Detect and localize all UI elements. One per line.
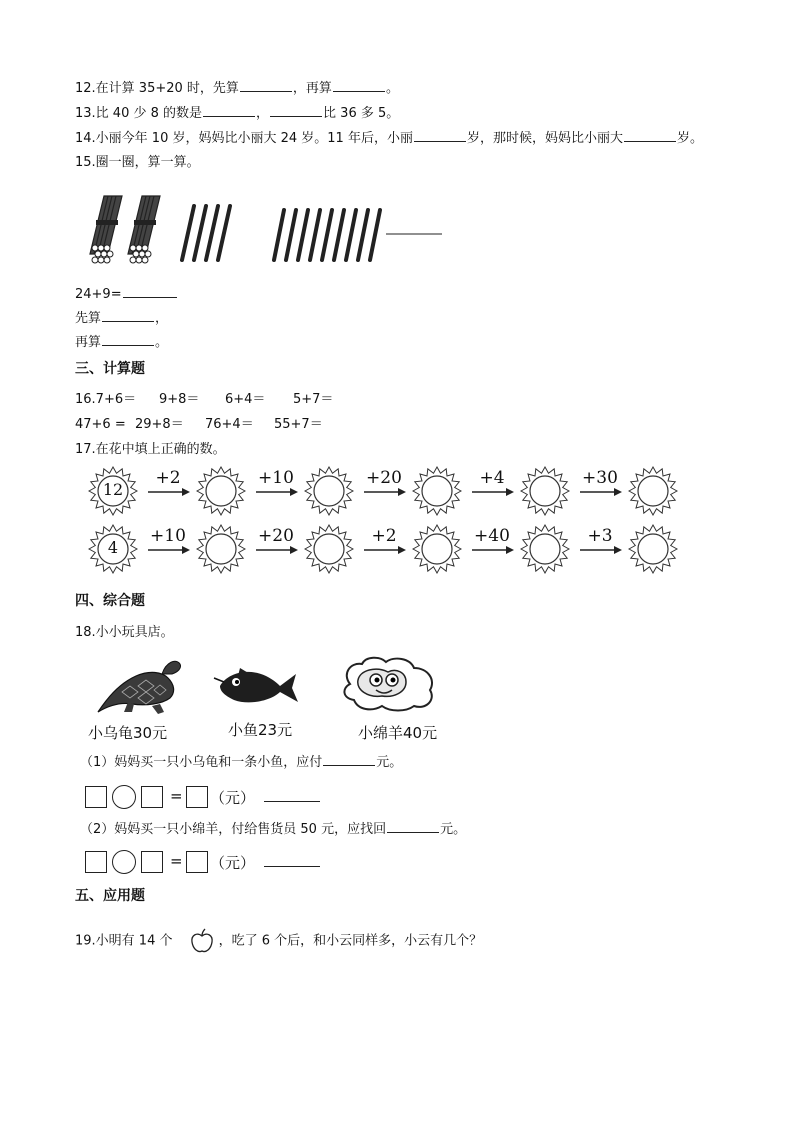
operation-label: +10 bbox=[150, 526, 186, 546]
answer-flower[interactable] bbox=[412, 466, 462, 516]
start-number: 12 bbox=[102, 480, 124, 499]
q16-row-2: 47+6 = 29+8＝ 76+4＝ 55+7＝ bbox=[75, 417, 323, 432]
operation-label: +4 bbox=[479, 468, 505, 488]
number-box[interactable] bbox=[141, 851, 163, 873]
answer-blank[interactable] bbox=[270, 104, 322, 117]
arrow-right-icon bbox=[472, 544, 514, 564]
result-box[interactable] bbox=[186, 851, 208, 873]
answer-blank[interactable] bbox=[387, 820, 439, 833]
arrow-right-icon bbox=[472, 486, 514, 506]
unit-label: （元） bbox=[210, 854, 256, 872]
answer-flower[interactable] bbox=[412, 524, 462, 574]
arrow-right-icon bbox=[364, 486, 406, 506]
sheep-toy-image bbox=[336, 654, 440, 714]
arrow-right-icon bbox=[256, 486, 298, 506]
answer-blank[interactable] bbox=[123, 285, 177, 298]
start-number: 4 bbox=[107, 538, 119, 557]
answer-blank[interactable] bbox=[102, 333, 154, 346]
answer-flower[interactable] bbox=[304, 466, 354, 516]
answer-blank[interactable] bbox=[203, 104, 255, 117]
answer-blank[interactable] bbox=[333, 79, 385, 92]
number-box[interactable] bbox=[85, 851, 107, 873]
single-sticks-9 bbox=[274, 210, 380, 260]
answer-flower[interactable] bbox=[304, 524, 354, 574]
operation-label: +2 bbox=[155, 468, 181, 488]
answer-blank[interactable] bbox=[240, 79, 292, 92]
q18-part-2: （2）妈妈买一只小绵羊，付给售货员 50 元，应找回 元。 bbox=[80, 822, 467, 837]
answer-blank[interactable] bbox=[323, 753, 375, 766]
operation-label: +2 bbox=[371, 526, 397, 546]
turtle-toy-image bbox=[92, 654, 182, 716]
equals-sign: = bbox=[170, 787, 183, 805]
answer-flower[interactable] bbox=[520, 466, 570, 516]
sheep-price-label: 小绵羊40元 bbox=[358, 724, 438, 742]
q15-first-step: 先算 ， bbox=[75, 311, 169, 326]
answer-line[interactable] bbox=[264, 866, 320, 867]
arrow-right-icon bbox=[364, 544, 406, 564]
arrow-right-icon bbox=[148, 486, 190, 506]
start-flower bbox=[88, 466, 138, 516]
start-flower bbox=[88, 524, 138, 574]
equals-sign: = bbox=[170, 852, 183, 870]
number-box[interactable] bbox=[85, 786, 107, 808]
q18-part-1: （1）妈妈买一只小乌龟和一条小鱼，应付 元。 bbox=[80, 755, 403, 770]
question-19: 19.小明有 14 个 ，吃了 6 个后，和小云同样多，小云有几个？ bbox=[75, 928, 482, 954]
question-15-title: 15.圈一圈，算一算。 bbox=[75, 155, 200, 170]
answer-blank[interactable] bbox=[414, 129, 466, 142]
apple-icon bbox=[189, 928, 215, 954]
fish-toy-image bbox=[210, 664, 300, 708]
section-5-heading: 五、应用题 bbox=[75, 888, 145, 904]
answer-flower[interactable] bbox=[520, 524, 570, 574]
answer-blank[interactable] bbox=[102, 309, 154, 322]
stick-bundle-1 bbox=[90, 196, 122, 263]
operator-circle[interactable] bbox=[112, 785, 136, 809]
question-14: 14.小丽今年 10 岁，妈妈比小丽大 24 岁。11 年后，小丽 岁，那时候，妈妈比小丽大 岁。 bbox=[75, 131, 703, 146]
arrow-right-icon bbox=[580, 486, 622, 506]
operation-label: +10 bbox=[258, 468, 294, 488]
section-4-heading: 四、综合题 bbox=[75, 593, 145, 609]
operation-label: +20 bbox=[258, 526, 294, 546]
section-3-heading: 三、计算题 bbox=[75, 361, 145, 377]
answer-flower[interactable] bbox=[628, 524, 678, 574]
operation-label: +20 bbox=[366, 468, 402, 488]
q15-then-step: 再算 。 bbox=[75, 335, 169, 350]
arrow-right-icon bbox=[148, 544, 190, 564]
answer-flower[interactable] bbox=[196, 466, 246, 516]
single-sticks-4 bbox=[182, 206, 230, 260]
operation-label: +3 bbox=[587, 526, 613, 546]
answer-line[interactable] bbox=[264, 801, 320, 802]
arrow-right-icon bbox=[580, 544, 622, 564]
q15-equation: 24+9= bbox=[75, 285, 178, 304]
question-18-title: 18.小小玩具店。 bbox=[75, 625, 174, 640]
question-12: 12.在计算 35+20 时，先算 ，再算 。 bbox=[75, 81, 399, 96]
question-17-title: 17.在花中填上正确的数。 bbox=[75, 442, 226, 457]
result-box[interactable] bbox=[186, 786, 208, 808]
answer-flower[interactable] bbox=[196, 524, 246, 574]
operator-circle[interactable] bbox=[112, 850, 136, 874]
question-13: 13.比 40 少 8 的数是 ， 比 36 多 5。 bbox=[75, 106, 400, 121]
operation-label: +30 bbox=[582, 468, 618, 488]
number-box[interactable] bbox=[141, 786, 163, 808]
answer-blank[interactable] bbox=[624, 129, 676, 142]
fish-price-label: 小鱼23元 bbox=[228, 721, 293, 739]
stick-bundle-2 bbox=[128, 196, 160, 263]
q16-row-1: 16.7+6＝ 9+8＝ 6+4＝ 5+7＝ bbox=[75, 392, 334, 407]
arrow-right-icon bbox=[256, 544, 298, 564]
answer-flower[interactable] bbox=[628, 466, 678, 516]
operation-label: +40 bbox=[474, 526, 510, 546]
sticks-illustration bbox=[86, 190, 446, 272]
unit-label: （元） bbox=[210, 789, 256, 807]
turtle-price-label: 小乌龟30元 bbox=[88, 724, 168, 742]
